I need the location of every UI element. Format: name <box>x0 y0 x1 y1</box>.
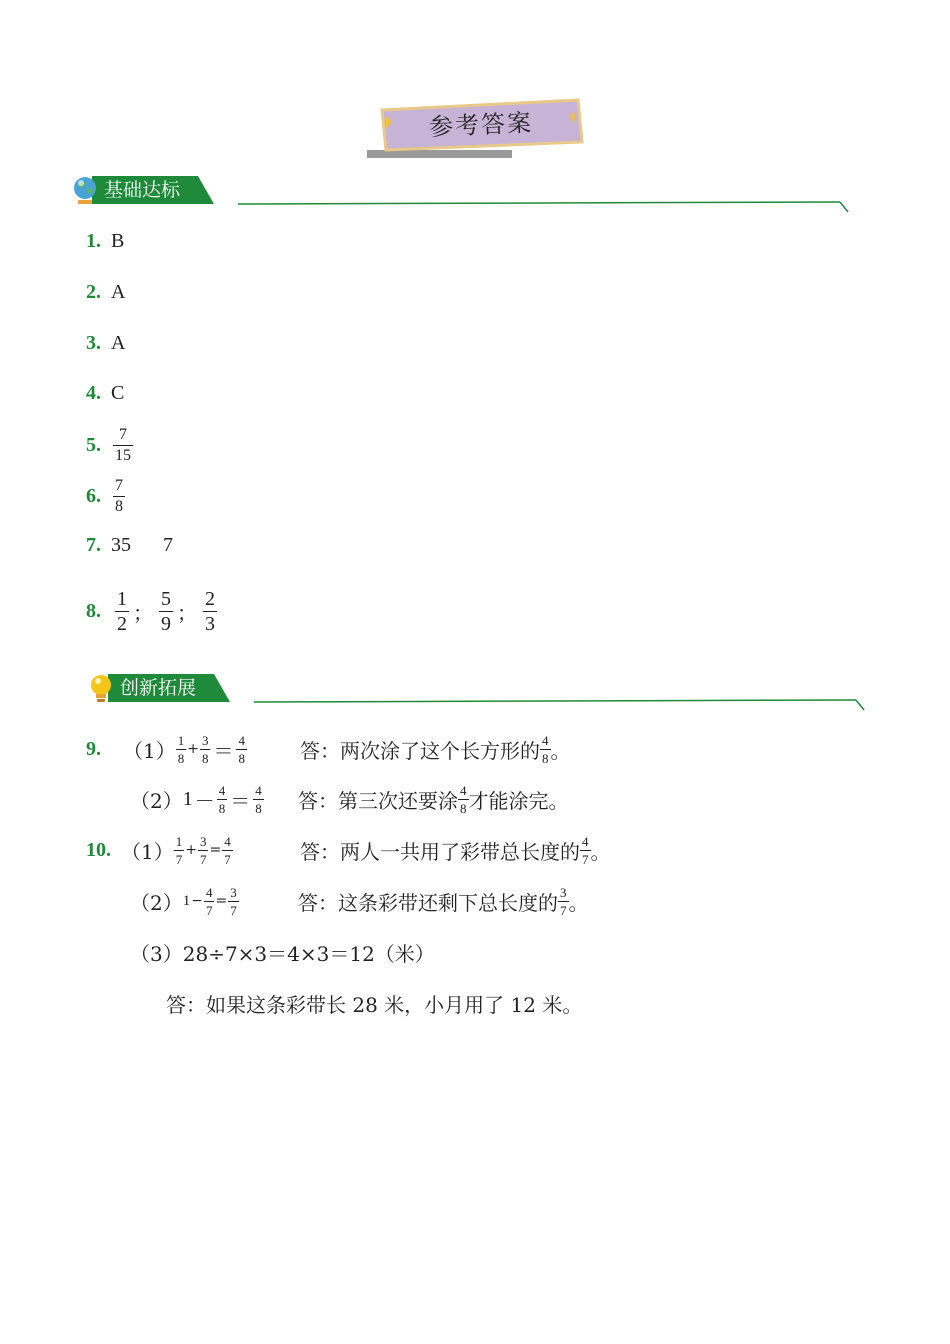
operator: + <box>187 741 199 757</box>
fraction: $\frac{7}{15}$ <box>115 425 131 464</box>
fraction: $\frac{4}{8}$ <box>255 782 262 816</box>
section-header-basic-bar <box>70 174 860 218</box>
operator: + <box>185 842 197 858</box>
title-banner <box>366 96 586 160</box>
section-header-extend <box>86 672 876 702</box>
section-header-extend-bar <box>86 672 876 716</box>
part-label: （3） <box>130 942 183 966</box>
item-number: 10. <box>86 838 111 861</box>
fraction: $\frac{2}{3}$ <box>205 587 215 635</box>
item-number: 4. <box>86 382 101 404</box>
part-label: （2） <box>130 788 183 813</box>
separator: ； <box>177 602 197 625</box>
item-number: 1. <box>86 230 101 252</box>
fraction: $\frac{5}{9}$ <box>161 587 171 635</box>
fraction: $\frac{3}{7}$ <box>560 884 567 918</box>
answer-item-8 <box>86 584 217 638</box>
whole-number: 1 <box>182 892 191 909</box>
equals-sign: = <box>209 842 222 858</box>
separator: ； <box>133 602 153 625</box>
fraction: $\frac{1}{7}$ <box>175 833 183 867</box>
answer-item-10-part-1 <box>86 829 233 871</box>
page-title: 参考答案 <box>428 108 534 142</box>
fraction: $\frac{4}{7}$ <box>205 884 213 918</box>
answer-item-9-part-2 <box>130 778 264 820</box>
item-number: 9. <box>86 737 101 760</box>
item-number: 7. <box>86 534 101 556</box>
item-answer-a: 35 <box>111 534 131 556</box>
answer-item-2 <box>86 281 125 304</box>
answer-item-10-part-3 <box>130 938 435 967</box>
answer-text-10-1: 答：两人一共用了彩带总长度的 $\frac{4}{7}$ 。 <box>300 833 611 867</box>
answer-item-3 <box>86 332 125 355</box>
answer-item-6 <box>86 473 125 519</box>
fraction: $\frac{4}{7}$ <box>224 833 231 867</box>
answer-text-9-2: 答：第三次还要涂 $\frac{4}{8}$ 才能涂完。 <box>298 782 569 816</box>
item-answer: C <box>111 382 125 404</box>
answer-item-10-part-2 <box>130 880 239 922</box>
answer-item-10-final <box>166 989 582 1018</box>
fraction: $\frac{4}{8}$ <box>238 732 245 766</box>
section-title-basic: 基础达标 <box>104 179 181 201</box>
fraction: $\frac{3}{7}$ <box>199 833 207 867</box>
fraction: $\frac{3}{8}$ <box>201 732 209 766</box>
answer-text-9-1: 答：两次涂了这个长方形的 $\frac{4}{8}$ 。 <box>300 732 571 766</box>
item-answer: A <box>111 332 126 354</box>
item-number: 5. <box>86 433 101 456</box>
part-label: （1） <box>123 738 176 763</box>
answer-item-9-part-1 <box>86 728 247 770</box>
section-header-basic <box>70 174 860 204</box>
final-answer: 答：如果这条彩带长 28 米，小月用了 12 米。 <box>166 993 583 1017</box>
equals-sign: ＝ <box>213 740 234 763</box>
answer-item-5 <box>86 422 133 468</box>
fraction: $\frac{1}{2}$ <box>117 587 127 635</box>
expression: 28÷7×3＝4×3＝12（米） <box>182 942 435 966</box>
fraction: $\frac{4}{8}$ <box>218 782 226 816</box>
fraction: $\frac{4}{8}$ <box>460 782 467 816</box>
item-answer: B <box>111 230 125 252</box>
answer-text-10-2: 答：这条彩带还剩下总长度的 $\frac{3}{7}$ 。 <box>298 884 589 918</box>
operator: − <box>191 893 203 909</box>
item-number: 2. <box>86 281 101 303</box>
part-label: （2） <box>130 890 183 915</box>
item-number: 8. <box>86 599 101 622</box>
fraction: $\frac{4}{7}$ <box>582 833 589 867</box>
lightbulb-icon <box>88 672 118 706</box>
answer-item-4 <box>86 382 124 405</box>
answer-item-7 <box>86 534 173 557</box>
fraction: $\frac{7}{8}$ <box>115 476 123 515</box>
section-title-extend: 创新拓展 <box>120 677 197 699</box>
globe-icon <box>72 174 102 208</box>
part-label: （1） <box>121 839 174 864</box>
equals-sign: = <box>215 893 228 909</box>
item-answer-b: 7 <box>163 534 173 556</box>
fraction: $\frac{3}{7}$ <box>230 884 237 918</box>
equals-sign: ＝ <box>230 790 251 813</box>
item-number: 6. <box>86 484 101 507</box>
answer-item-1 <box>86 230 124 253</box>
fraction: $\frac{1}{8}$ <box>177 732 185 766</box>
item-number: 3. <box>86 332 101 354</box>
whole-number: 1 <box>182 787 193 810</box>
item-answer: A <box>111 281 126 303</box>
fraction: $\frac{4}{8}$ <box>542 732 549 766</box>
operator: － <box>194 790 215 813</box>
